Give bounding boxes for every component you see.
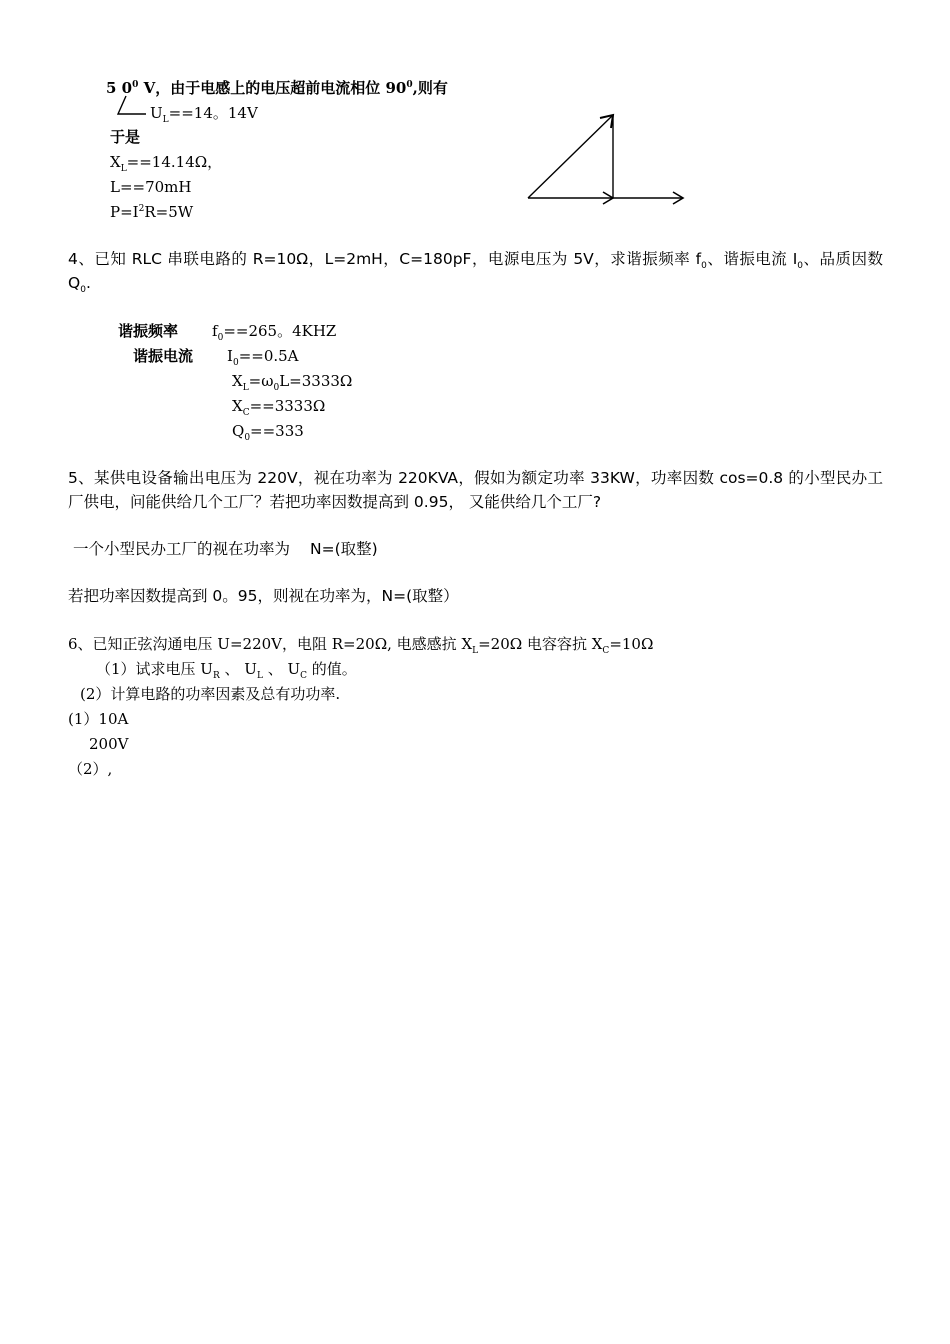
q6-answer-1: (1）10A bbox=[68, 710, 129, 728]
phasor-diagram bbox=[0, 0, 950, 260]
phasor-hypotenuse bbox=[528, 115, 613, 198]
q4-answer-3: $X_L=\omega_0L=3333\Omega$ bbox=[232, 372, 353, 393]
angle-symbol bbox=[118, 96, 146, 114]
q6-answer-2: 200V bbox=[89, 735, 129, 753]
top-line-6: $P=I^2R=5W$ bbox=[110, 203, 194, 221]
q5-answer-1: 一个小型民办工厂的视在功率为 N=(取整) bbox=[73, 540, 378, 558]
q4-answer-2: 谐振电流 $I_0==0.5A$ bbox=[133, 347, 299, 368]
question-6-line-1: 6、已知正弦沟通电压 U=220V，电阻 R=20Ω, 电感感抗 $X_L=20\Omega$ 电容容抗 $X_C=10\Omega$ bbox=[68, 635, 654, 656]
question-4: 4、已知 RLC 串联电路的 R=10Ω，L=2mH，C=180pF，电源电压为 5V，求谐振频率 $f_0$、谐振电流 $I_0$、品质因数 $Q_0$. bbox=[68, 250, 883, 296]
question-5: 5、某供电设备输出电压为 220V，视在功率为 220KVA，假如为额定功率 33KW，功率因数 cos=0.8 的小型民办工厂供电，问能供给几个工厂？若把功率因数提高到 0.95， 又能供给几个工厂? bbox=[68, 469, 883, 511]
top-line-1: 5 $0^0$ V，由于电感上的电压超前电流相位 $90^0$,则有 bbox=[106, 79, 448, 97]
q4-answer-1: 谐振频率 $f_0==265$。4KHZ bbox=[118, 322, 337, 343]
question-6-line-2: （1）试求电压 $U_R$ 、 $U_L$ 、 $U_C$ 的值。 bbox=[96, 660, 357, 681]
q4-answer-4: $X_C==3333\Omega$ bbox=[232, 397, 326, 418]
top-line-4: $X_L==14.14\Omega$， bbox=[110, 153, 223, 174]
top-line-3: 于是 bbox=[110, 128, 141, 146]
q6-answer-3: （2）, bbox=[68, 760, 113, 778]
top-line-5: L==70mH bbox=[110, 178, 192, 196]
q5-answer-2: 若把功率因数提高到 0。95，则视在功率为，N=(取整） bbox=[68, 587, 459, 605]
top-line-2: $U_L==14$。14V bbox=[150, 104, 258, 125]
question-6-line-3: (2）计算电路的功率因素及总有功功率. bbox=[80, 685, 341, 703]
q4-answer-5: $Q_0==333$ bbox=[232, 422, 304, 443]
